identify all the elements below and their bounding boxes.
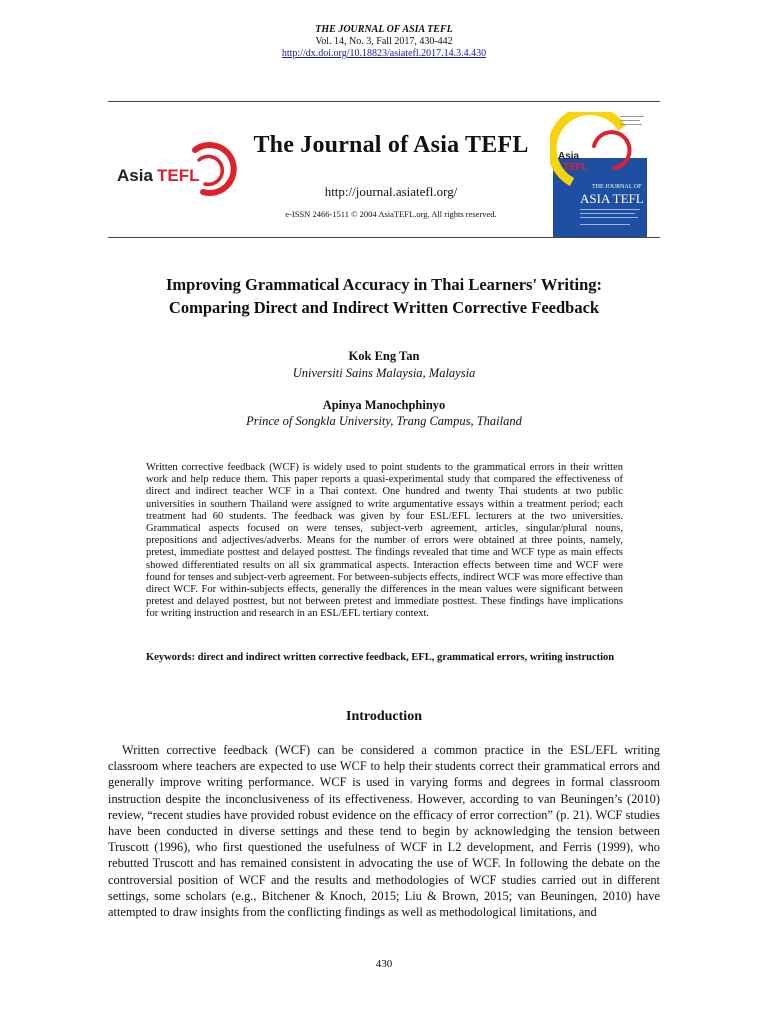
author-name: Kok Eng Tan [348,349,420,363]
article-title [84,273,684,319]
svg-text:TEFL: TEFL [563,162,588,173]
banner-journal-title: The Journal of Asia TEFL [253,132,529,158]
article-title-line-1: Improving Grammatical Accuracy in Thai Learners' Writing: [165,275,602,294]
doi-link[interactable]: http://dx.doi.org/10.18823/asiatefl.2017.14.3.4.430 [281,48,487,59]
banner-top-rule [108,101,660,102]
logo-tefl-text: TEFL [157,166,200,185]
asiatefl-logo [117,140,242,200]
svg-text:THE JOURNAL OF: THE JOURNAL OF [592,184,642,190]
author-affiliation: Universiti Sains Malaysia, Malaysia [292,366,476,380]
abstract-paragraph: Written corrective feedback (WCF) is widely used to point students to the grammatical errors in their written work and help reduce them. This paper reports a quasi-experimental study that compared the effectiveness of direct and indirect teacher WCF in a Thai context. One hundred and twenty Thai students at two public universities in southern Thailand were assigned to write argumentative essays within a treatment period; each treatment had 60 students. The feedback was given by four ESL/EFL lecturers at the two universities. Grammatical aspects focused on were tenses, subject-verb agreement, articles, singular/plural nouns, prepositions and adjectives/adverbs. Means for the number of errors were obtained at three points, namely, pretest, immediate posttest and delayed posttest. The findings revealed that time and WCF type as main effects showed differentiated results on all six grammatical aspects. Interaction effects between time and WCF were found for tenses and subject-verb agreement. For between-subjects effects, indirect WCF was more effective than direct WCF. For within-subjects effects, generally the differences in the mean values were significant between pretest and delayed posttest, but not between pretest and immediate posttest. These findings have implications for writing instruction and research in an ESL/EFL tertiary context. [146,462,624,620]
keywords: Keywords: direct and indirect written corrective feedback, EFL, grammatical errors, writing instruction [146,652,615,663]
author-name: Apinya Manochphinyo [322,398,446,412]
running-journal-title: THE JOURNAL OF ASIA TEFL [315,24,453,35]
article-title-line-2: Comparing Direct and Indirect Written Corrective Feedback [168,298,600,317]
journal-url[interactable]: http://journal.asiatefl.org/ [324,184,458,199]
page-number: 430 [375,958,393,970]
svg-text:Asia: Asia [558,151,580,162]
banner-bottom-rule [108,237,660,238]
author-affiliation: Prince of Songkla University, Trang Campus, Thailand [246,414,522,428]
issn-copyright: e-ISSN 2466-1511 © 2004 AsiaTEFL.org. All rights reserved. [285,209,497,219]
svg-text:ASIA TEFL: ASIA TEFL [580,191,644,206]
introduction-paragraph: Written corrective feedback (WCF) can be considered a common practice in the ESL/EFL writing classroom where teachers are expected to use WCF to help their students correct their grammatical errors and generally improve writing performance. WCF is used in varying forms and degrees in formal classroom instruction despite the inconclusiveness of its effectiveness. However, according to van Beuningen’s (2010) review, “recent studies have provided robust evidence on the efficacy of error correction” (p. 21). WCF studies have been conducted in diverse settings and these tend to begin by acknowledging the tension between Truscott (1996), who first questioned the usefulness of WCF in L2 development, and Ferris (1999), who rebutted Truscott and has remained consistent in advocating the use of WCF. In following the debate on the controversial position of WCF and the results and methodologies of WCF studies carried out in different settings, some scholars (e.g., Bitchener & Knoch, 2015; Liu & Brown, 2015; van Beuningen, 2010) have attempted to draw insights from the conflicting findings as well as methodological limitations, and [108,743,660,920]
section-heading-introduction: Introduction [346,709,422,724]
logo-asia-text: Asia [117,166,153,185]
doi-line [0,48,768,59]
volume-info: Vol. 14, No. 3, Fall 2017, 430-442 [315,36,453,47]
journal-cover-image [550,112,650,240]
